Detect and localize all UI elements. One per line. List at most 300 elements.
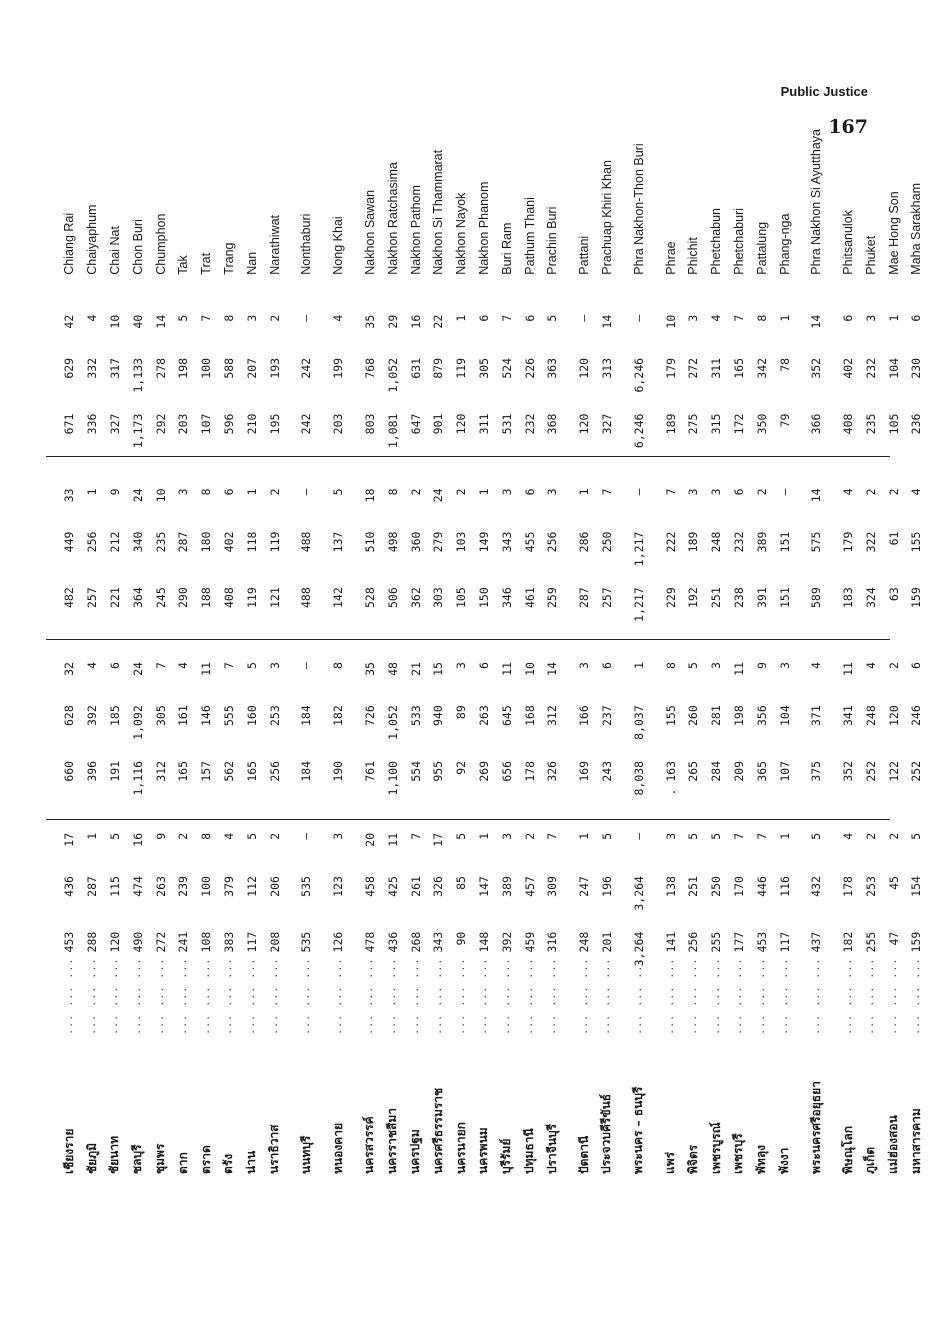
value-cell: 253 bbox=[863, 876, 878, 897]
value-cell: 498 bbox=[385, 531, 400, 553]
value-cell: 252 bbox=[909, 760, 924, 782]
table-row bbox=[81, 54, 104, 1174]
value-cell: 7 bbox=[599, 488, 614, 496]
province-english-name: Chon Buri bbox=[130, 219, 145, 275]
value-cell: 165 bbox=[731, 357, 746, 379]
value-cell: 5 bbox=[686, 662, 701, 669]
table-row bbox=[495, 54, 518, 1174]
value-cell: 2 bbox=[454, 488, 469, 496]
value-cell: 190 bbox=[331, 760, 346, 782]
value-cell: 183 bbox=[841, 587, 856, 608]
value-cell: 11 bbox=[841, 662, 856, 676]
value-cell: 6 bbox=[522, 488, 537, 496]
value-cell: 6,246 bbox=[631, 413, 646, 449]
value-cell: 510 bbox=[362, 531, 377, 553]
value-cell: 8 bbox=[221, 314, 236, 322]
value-cell: 17 bbox=[62, 832, 77, 847]
table-row bbox=[104, 54, 127, 1174]
value-cell: 1,217 bbox=[631, 587, 646, 622]
value-cell: 141 bbox=[663, 931, 678, 953]
province-english-name: Phetchaburi bbox=[731, 208, 746, 275]
value-cell: 647 bbox=[408, 413, 423, 435]
column-divider bbox=[46, 819, 890, 820]
value-cell: 40 bbox=[130, 314, 145, 329]
value-cell: 396 bbox=[85, 760, 100, 782]
value-cell: 10 bbox=[522, 662, 537, 676]
value-cell: 272 bbox=[153, 931, 168, 953]
value-cell: 257 bbox=[85, 587, 100, 608]
value-cell: 119 bbox=[244, 587, 259, 608]
value-cell: 232 bbox=[863, 357, 878, 379]
value-cell: 255 bbox=[709, 931, 724, 953]
value-cell: 326 bbox=[545, 760, 560, 782]
value-cell: 170 bbox=[731, 876, 746, 897]
value-cell: 250 bbox=[709, 876, 724, 897]
leader-dots: ... ... ... bbox=[546, 957, 558, 1035]
column-divider bbox=[46, 639, 890, 640]
value-cell: 629 bbox=[62, 357, 77, 379]
value-cell: 4 bbox=[909, 488, 924, 496]
value-cell: 279 bbox=[431, 531, 446, 553]
value-cell: 107 bbox=[777, 760, 792, 782]
province-thai-name: มหาสารคาม bbox=[908, 1108, 923, 1174]
value-cell: 2 bbox=[754, 488, 769, 496]
value-cell: 312 bbox=[153, 760, 168, 782]
value-cell: 2 bbox=[886, 832, 901, 840]
value-cell: 259 bbox=[545, 587, 560, 608]
value-cell: 100 bbox=[199, 357, 214, 379]
value-cell: 8 bbox=[385, 488, 400, 496]
province-english-name: Chiang Rai bbox=[62, 212, 77, 275]
value-cell: 45 bbox=[886, 876, 901, 890]
value-cell: 193 bbox=[267, 357, 282, 379]
leader-dots: ... ... ... bbox=[432, 957, 444, 1035]
value-cell: 392 bbox=[85, 705, 100, 727]
value-cell: 184 bbox=[299, 705, 314, 727]
value-cell: 20 bbox=[362, 832, 377, 847]
value-cell: 3 bbox=[777, 662, 792, 669]
value-cell: 2 bbox=[267, 314, 282, 322]
value-cell: 79 bbox=[777, 413, 792, 428]
table-row bbox=[172, 54, 195, 1174]
value-cell: 1 bbox=[454, 314, 469, 322]
value-cell: 11 bbox=[499, 662, 514, 676]
value-cell: 8 bbox=[663, 662, 678, 669]
value-cell: 3 bbox=[244, 314, 259, 322]
value-cell: — bbox=[631, 488, 646, 496]
value-cell: 3 bbox=[176, 488, 191, 496]
leader-dots: ... ... ... bbox=[332, 957, 344, 1035]
value-cell: 237 bbox=[599, 705, 614, 727]
value-cell: — bbox=[299, 832, 314, 840]
value-cell: 389 bbox=[754, 531, 769, 553]
value-cell: 210 bbox=[244, 413, 259, 435]
value-cell: 940 bbox=[431, 705, 446, 727]
value-cell: 4 bbox=[841, 488, 856, 496]
value-cell: 185 bbox=[107, 705, 122, 727]
value-cell: 182 bbox=[841, 931, 856, 953]
value-cell: 24 bbox=[431, 488, 446, 503]
table-row bbox=[381, 54, 404, 1174]
value-cell: 9 bbox=[153, 832, 168, 840]
value-cell: 589 bbox=[809, 587, 824, 608]
value-cell: 126 bbox=[331, 931, 346, 953]
value-cell: 105 bbox=[454, 587, 469, 608]
leader-dots: ... ... ... bbox=[177, 957, 189, 1035]
leader-dots: ... ... ... bbox=[155, 957, 167, 1035]
value-cell: 4 bbox=[176, 662, 191, 669]
value-cell: 212 bbox=[107, 531, 122, 553]
value-cell: 453 bbox=[754, 931, 769, 953]
province-thai-name: ภูเก็ต bbox=[863, 1146, 878, 1174]
value-cell: 305 bbox=[476, 357, 491, 379]
value-cell: 1 bbox=[85, 832, 100, 840]
value-cell: 528 bbox=[362, 587, 377, 608]
value-cell: 768 bbox=[362, 357, 377, 379]
value-cell: 7 bbox=[545, 832, 560, 840]
province-thai-name: พระนครศรีอยุธยา bbox=[808, 1081, 823, 1174]
value-cell: 246 bbox=[909, 705, 924, 727]
value-cell: 341 bbox=[841, 705, 856, 727]
value-cell: 203 bbox=[331, 413, 346, 435]
table-row bbox=[596, 54, 619, 1174]
value-cell: 461 bbox=[522, 587, 537, 608]
table-row bbox=[427, 54, 450, 1174]
value-cell: 33 bbox=[62, 488, 77, 503]
value-cell: 63 bbox=[886, 587, 901, 602]
value-cell: 32 bbox=[62, 662, 77, 676]
leader-dots: ... ... ... bbox=[524, 957, 536, 1035]
province-thai-name: ปทุมธานี bbox=[522, 1128, 537, 1174]
table-row bbox=[682, 54, 705, 1174]
value-cell: 248 bbox=[577, 931, 592, 953]
table-row bbox=[541, 54, 564, 1174]
value-cell: 309 bbox=[545, 876, 560, 897]
value-cell: 7 bbox=[153, 662, 168, 669]
province-thai-name: ปัตตานี bbox=[576, 1135, 591, 1174]
value-cell: 3 bbox=[454, 662, 469, 669]
province-english-name: Tak bbox=[176, 255, 191, 275]
province-english-name: Trang bbox=[221, 242, 236, 275]
value-cell: 5 bbox=[909, 832, 924, 840]
rotated-statistics-table bbox=[58, 54, 924, 1174]
value-cell: 4 bbox=[85, 314, 100, 322]
section-header: Public Justice bbox=[780, 84, 868, 99]
value-cell: 368 bbox=[545, 413, 560, 435]
value-cell: 3 bbox=[663, 832, 678, 840]
province-thai-name: ชัยนาท bbox=[107, 1135, 122, 1174]
province-english-name: Narathiwat bbox=[267, 214, 282, 275]
value-cell: 3 bbox=[267, 662, 282, 669]
value-cell: 383 bbox=[221, 931, 236, 953]
leader-dots: ... ... ... bbox=[633, 957, 645, 1035]
value-cell: 147 bbox=[476, 876, 491, 897]
value-cell: 287 bbox=[577, 587, 592, 608]
province-english-name: Nakhon Ratchasima bbox=[385, 162, 400, 275]
province-thai-name: พระนคร – ธนบุรี bbox=[631, 1086, 646, 1174]
value-cell: 112 bbox=[244, 876, 259, 897]
leader-dots: ... ... ... bbox=[269, 957, 281, 1035]
value-cell: 248 bbox=[709, 531, 724, 553]
value-cell: 455 bbox=[522, 531, 537, 553]
column-divider bbox=[46, 456, 890, 457]
leader-dots: ... ... ... bbox=[710, 957, 722, 1035]
value-cell: 3 bbox=[709, 488, 724, 496]
value-cell: 177 bbox=[731, 931, 746, 953]
value-cell: 446 bbox=[754, 876, 769, 897]
value-cell: 8 bbox=[331, 662, 346, 669]
value-cell: 287 bbox=[176, 531, 191, 553]
table-row bbox=[905, 54, 928, 1174]
value-cell: 115 bbox=[107, 876, 122, 897]
province-thai-name: นนทบุรี bbox=[298, 1135, 313, 1174]
value-cell: 150 bbox=[476, 587, 491, 608]
value-cell: 1,052 bbox=[385, 357, 400, 393]
value-cell: 42 bbox=[62, 314, 77, 329]
leader-dots: ... ... ... bbox=[910, 957, 922, 1035]
table-row bbox=[149, 54, 172, 1174]
value-cell: 239 bbox=[176, 876, 191, 897]
value-cell: 5 bbox=[545, 314, 560, 322]
value-cell: 5 bbox=[686, 832, 701, 840]
value-cell: 4 bbox=[809, 662, 824, 669]
value-cell: 311 bbox=[709, 357, 724, 379]
value-cell: 324 bbox=[863, 587, 878, 608]
value-cell: 3 bbox=[577, 662, 592, 669]
province-english-name: Nakhon Sawan bbox=[362, 189, 377, 275]
value-cell: 8,037 bbox=[631, 705, 646, 740]
value-cell: 189 bbox=[663, 413, 678, 435]
value-cell: 159 bbox=[909, 587, 924, 608]
value-cell: 488 bbox=[299, 531, 314, 553]
value-cell: 458 bbox=[362, 876, 377, 897]
value-cell: 172 bbox=[731, 413, 746, 435]
province-thai-name: นครปฐม bbox=[408, 1129, 423, 1174]
value-cell: 108 bbox=[199, 931, 214, 953]
value-cell: 1 bbox=[85, 488, 100, 496]
value-cell: 245 bbox=[153, 587, 168, 608]
value-cell: 242 bbox=[299, 413, 314, 435]
value-cell: 3,264 bbox=[631, 931, 646, 967]
value-cell: 18 bbox=[362, 488, 377, 503]
value-cell: 4 bbox=[221, 832, 236, 840]
value-cell: 35 bbox=[362, 314, 377, 329]
value-cell: 5 bbox=[244, 662, 259, 669]
value-cell: 352 bbox=[841, 760, 856, 782]
value-cell: 268 bbox=[408, 931, 423, 953]
value-cell: 327 bbox=[107, 413, 122, 435]
value-cell: 198 bbox=[176, 357, 191, 379]
value-cell: 165 bbox=[244, 760, 259, 782]
value-cell: 103 bbox=[454, 531, 469, 553]
value-cell: 236 bbox=[909, 413, 924, 435]
value-cell: 425 bbox=[385, 876, 400, 897]
value-cell: 3 bbox=[686, 488, 701, 496]
value-cell: 14 bbox=[153, 314, 168, 329]
value-cell: 531 bbox=[499, 413, 514, 435]
value-cell: 104 bbox=[777, 705, 792, 727]
value-cell: 408 bbox=[221, 587, 236, 608]
value-cell: 35 bbox=[362, 662, 377, 676]
value-cell: 47 bbox=[886, 931, 901, 946]
value-cell: 107 bbox=[199, 413, 214, 435]
value-cell: 326 bbox=[431, 876, 446, 897]
value-cell: 142 bbox=[331, 587, 346, 608]
leader-dots: ... ... ... bbox=[687, 957, 699, 1035]
value-cell: 555 bbox=[221, 705, 236, 727]
leader-dots: ... ... ... bbox=[865, 957, 877, 1035]
value-cell: 178 bbox=[841, 876, 856, 897]
value-cell: 363 bbox=[545, 357, 560, 379]
value-cell: 121 bbox=[267, 587, 282, 608]
value-cell: 191 bbox=[107, 760, 122, 782]
value-cell: 161 bbox=[176, 705, 191, 727]
value-cell: . 163 bbox=[663, 760, 678, 796]
value-cell: 8,038 bbox=[631, 760, 646, 796]
value-cell: 596 bbox=[221, 413, 236, 435]
value-cell: 6 bbox=[107, 662, 122, 669]
value-cell: 1 bbox=[476, 488, 491, 496]
value-cell: 251 bbox=[686, 876, 701, 897]
value-cell: 178 bbox=[522, 760, 537, 782]
value-cell: 260 bbox=[686, 705, 701, 727]
value-cell: 7 bbox=[408, 832, 423, 840]
leader-dots: ... ... ... bbox=[246, 957, 258, 1035]
province-thai-name: ชลบุรี bbox=[130, 1144, 145, 1174]
leader-dots: ... ... ... bbox=[756, 957, 768, 1035]
value-cell: 408 bbox=[841, 413, 856, 435]
leader-dots: ... ... ... bbox=[86, 957, 98, 1035]
value-cell: 4 bbox=[709, 314, 724, 322]
value-cell: 350 bbox=[754, 413, 769, 435]
value-cell: 24 bbox=[130, 662, 145, 676]
value-cell: 7 bbox=[499, 314, 514, 322]
province-english-name: Chumphon bbox=[153, 213, 168, 275]
value-cell: 209 bbox=[731, 760, 746, 782]
value-cell: 459 bbox=[522, 931, 537, 953]
leader-dots: ... ... ... bbox=[300, 957, 312, 1035]
value-cell: 5 bbox=[809, 832, 824, 840]
value-cell: 29 bbox=[385, 314, 400, 329]
value-cell: 123 bbox=[331, 876, 346, 897]
value-cell: 315 bbox=[709, 413, 724, 435]
value-cell: 155 bbox=[663, 705, 678, 727]
value-cell: 199 bbox=[331, 357, 346, 379]
value-cell: 251 bbox=[709, 587, 724, 608]
value-cell: 256 bbox=[545, 531, 560, 553]
value-cell: 6 bbox=[476, 314, 491, 322]
province-english-name: Phra Nakhon-Thon Buri bbox=[631, 143, 646, 275]
value-cell: 490 bbox=[130, 931, 145, 953]
province-thai-name: นครสวรรค์ bbox=[362, 1116, 377, 1174]
table-row bbox=[750, 54, 773, 1174]
table-row bbox=[126, 54, 149, 1174]
value-cell: 184 bbox=[299, 760, 314, 782]
value-cell: 554 bbox=[408, 760, 423, 782]
value-cell: — bbox=[299, 314, 314, 322]
value-cell: 120 bbox=[107, 931, 122, 953]
value-cell: 248 bbox=[863, 705, 878, 727]
value-cell: 2 bbox=[176, 832, 191, 840]
value-cell: 5 bbox=[709, 832, 724, 840]
value-cell: 1 bbox=[244, 488, 259, 496]
value-cell: 119 bbox=[267, 531, 282, 553]
value-cell: 265 bbox=[686, 760, 701, 782]
value-cell: 11 bbox=[731, 662, 746, 676]
value-cell: 10 bbox=[107, 314, 122, 329]
value-cell: 327 bbox=[599, 413, 614, 435]
value-cell: 166 bbox=[577, 705, 592, 727]
province-english-name: Nong Khai bbox=[331, 216, 346, 275]
value-cell: 322 bbox=[863, 531, 878, 553]
leader-dots: ... ... ... bbox=[810, 957, 822, 1035]
table-row bbox=[263, 54, 286, 1174]
value-cell: 4 bbox=[331, 314, 346, 322]
leader-dots: ... ... ... bbox=[842, 957, 854, 1035]
value-cell: 287 bbox=[85, 876, 100, 897]
value-cell: 165 bbox=[176, 760, 191, 782]
value-cell: 120 bbox=[577, 357, 592, 379]
value-cell: 261 bbox=[408, 876, 423, 897]
value-cell: 137 bbox=[331, 531, 346, 553]
value-cell: 660 bbox=[62, 760, 77, 782]
value-cell: 1 bbox=[577, 832, 592, 840]
province-thai-name: นครศรีธรรมราช bbox=[430, 1087, 445, 1174]
value-cell: 7 bbox=[221, 662, 236, 669]
value-cell: 1,173 bbox=[130, 413, 145, 449]
province-english-name: Chai Nat bbox=[107, 226, 122, 275]
table-row bbox=[473, 54, 496, 1174]
value-cell: 436 bbox=[62, 876, 77, 897]
province-english-name: Pathum Thani bbox=[522, 197, 537, 275]
value-cell: 631 bbox=[408, 357, 423, 379]
value-cell: 6 bbox=[841, 314, 856, 322]
province-english-name: Nakhon Pathom bbox=[408, 185, 423, 275]
value-cell: 9 bbox=[107, 488, 122, 496]
table-row bbox=[805, 54, 828, 1174]
value-cell: 524 bbox=[499, 357, 514, 379]
table-row bbox=[404, 54, 427, 1174]
value-cell: 3 bbox=[499, 488, 514, 496]
value-cell: 7 bbox=[199, 314, 214, 322]
value-cell: 8 bbox=[754, 314, 769, 322]
value-cell: 226 bbox=[522, 357, 537, 379]
value-cell: 275 bbox=[686, 413, 701, 435]
leader-dots: ... ... ... bbox=[387, 957, 399, 1035]
value-cell: 263 bbox=[476, 705, 491, 727]
value-cell: 14 bbox=[809, 314, 824, 329]
value-cell: 482 bbox=[62, 587, 77, 608]
value-cell: 336 bbox=[85, 413, 100, 435]
leader-dots: ... ... ... bbox=[63, 957, 75, 1035]
province-thai-name: นครราชสีมา bbox=[385, 1108, 400, 1174]
value-cell: — bbox=[631, 832, 646, 840]
table-row bbox=[240, 54, 263, 1174]
value-cell: 2 bbox=[522, 832, 537, 840]
value-cell: 257 bbox=[599, 587, 614, 608]
value-cell: 7 bbox=[731, 314, 746, 322]
value-cell: 402 bbox=[841, 357, 856, 379]
value-cell: 151 bbox=[777, 587, 792, 608]
value-cell: 478 bbox=[362, 931, 377, 953]
value-cell: 8 bbox=[199, 832, 214, 840]
province-thai-name: นครพนม bbox=[476, 1127, 491, 1174]
value-cell: 6 bbox=[476, 662, 491, 669]
value-cell: 1,217 bbox=[631, 531, 646, 567]
value-cell: 449 bbox=[62, 531, 77, 553]
province-english-name: Nan bbox=[244, 251, 259, 275]
value-cell: 292 bbox=[153, 413, 168, 435]
